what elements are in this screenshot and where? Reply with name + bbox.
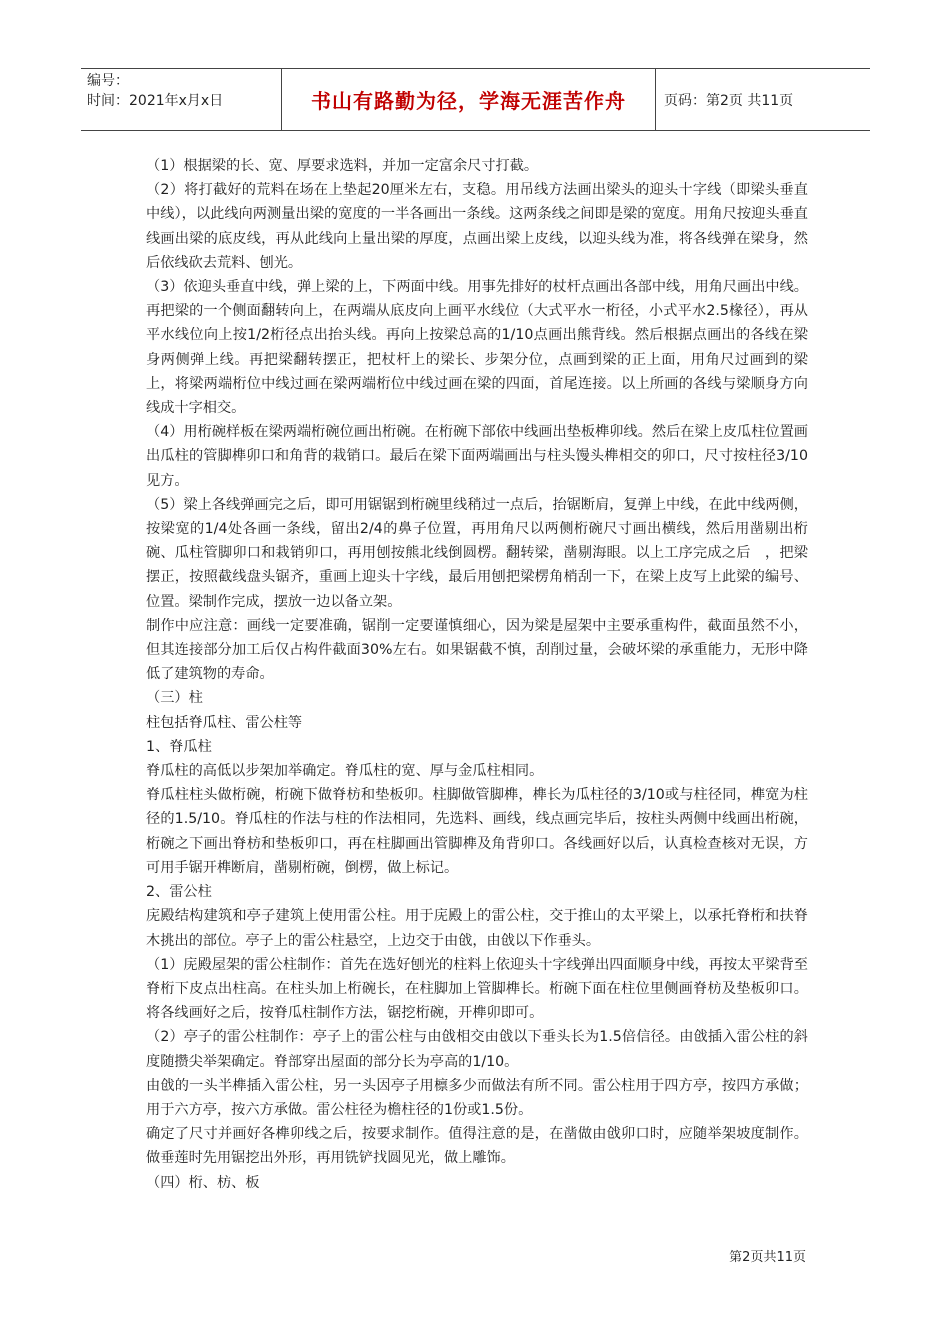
paragraph: 确定了尺寸并画好各榫卯线之后，按要求制作。值得注意的是，在凿做由戗卯口时，应随举架坡度制作。做垂莲时先用锯挖出外形，再用铣铲找圆见光，做上雕饰。 [146, 1126, 808, 1167]
header-page-number: 页码：第2页 共11页 [664, 92, 794, 109]
paragraph: （3）依迎头垂直中线，弹上梁的上，下两面中线。用事先排好的杖杆点画出各部中线，用角尺画出中线。再把梁的一个侧面翻转向上，在两端从底皮向上画平水线位（大式平水一桁径，小式平水2.5椽径），再从平水线位向上按1/2桁径点出抬头线。再向上按梁总高的1/10点画出熊背线。然后根据点画出的各线在梁身两侧弹上线。再把梁翻转摆正，把杖杆上的梁长、步架分位，点画到梁的正上面，用角尺过画到的梁上，将梁两端桁位中线过画在梁两端桁位中线过画在梁的四面，首尾连接。以上所画的各线与梁顺身方向线成十字相交。 [146, 279, 808, 417]
document-body [146, 154, 808, 1195]
subsection-heading: 2、雷公柱 [146, 884, 212, 901]
section-heading: （三）柱 [146, 690, 203, 707]
paragraph: （4）用桁碗样板在梁两端桁碗位画出桁碗。在桁碗下部依中线画出垫板榫卯线。然后在梁上皮瓜柱位置画出瓜柱的管脚榫卯口和角背的栽销口。最后在梁下面两端画出与柱头馒头榫相交的卯口，尺寸按柱径3/10见方。 [146, 424, 808, 489]
page-header [81, 68, 870, 131]
paragraph: 庑殿结构建筑和亭子建筑上使用雷公柱。用于庑殿上的雷公柱，交于推山的太平梁上，以承托脊桁和扶脊木挑出的部位。亭子上的雷公柱悬空，上边交于由戗，由戗以下作垂头。 [146, 908, 808, 949]
header-meta-cell [81, 69, 282, 130]
page-footer: 第2页共11页 [729, 1250, 806, 1265]
paragraph: （2）亭子的雷公柱制作：亭子上的雷公柱与由戗相交由戗以下垂头长为1.5倍信径。由戗插入雷公柱的斜度随攒尖举架确定。脊部穿出屋面的部分长为亭高的1/10。 [146, 1029, 808, 1070]
paragraph: 脊瓜柱柱头做桁碗，桁碗下做脊枋和垫板卯。柱脚做管脚榫，榫长为瓜柱径的3/10或与柱径同，榫宽为柱径的1.5/10。脊瓜柱的作法与柱的作法相同，先选料、画线，线点画完毕后，按柱头两侧中线画出桁碗，桁碗之下画出脊枋和垫板卯口，再在柱脚画出管脚榫及角背卯口。各线画好以后，认真检查核对无误，方可用手锯开榫断肩，凿剔桁碗，倒楞，做上标记。 [146, 787, 808, 876]
section-heading: （四）桁、枋、板 [146, 1174, 260, 1191]
document-date-label: 时间：2021年x月x日 [87, 93, 224, 109]
paragraph: （2）将打截好的荒料在场在上垫起20厘米左右，支稳。用吊线方法画出梁头的迎头十字线（即梁头垂直中线），以此线向两测量出梁的宽度的一半各画出一条线。这两条线之间即是梁的宽度。用角尺按迎头垂直线画出梁的底皮线，再从此线向上量出梁的厚度，点画出梁上皮线，以迎头线为准，将各线弹在梁身，然后依线砍去荒料、刨光。 [146, 182, 808, 271]
subsection-heading: 1、脊瓜柱 [146, 738, 212, 755]
paragraph: 柱包括脊瓜柱、雷公柱等 [146, 714, 303, 731]
paragraph: 制作中应注意：画线一定要准确，锯削一定要谨慎细心，因为梁是屋架中主要承重构件，截面虽然不小，但其连接部分加工后仅占构件截面30%左右。如果锯截不慎，刮削过量，会破坏梁的承重能力，无形中降低了建筑物的寿命。 [146, 617, 808, 683]
paragraph: （1）根据梁的长、宽、厚要求选料，并加一定富余尺寸打截。 [146, 158, 539, 174]
paragraph: （1）庑殿屋架的雷公柱制作：首先在选好刨光的柱料上依迎头十字线弹出四面顺身中线，再按太平梁背至脊桁下皮点出柱高。在柱头加上桁碗长，在柱脚加上管脚榫长。桁碗下面在柱位里侧画脊枋及垫板卯口。将各线画好之后，按脊瓜柱制作方法，锯挖桁碗，开榫卯即可。 [146, 956, 808, 1022]
document-number-label: 编号： [87, 73, 129, 89]
paragraph: 由戗的一头半榫插入雷公柱，另一头因亭子用檩多少而做法有所不同。雷公柱用于四方亭，按四方承做；用于六方亭，按六方承做。雷公柱径为檐柱径的1份或1.5份。 [146, 1077, 808, 1118]
paragraph: 脊瓜柱的高低以步架加举确定。脊瓜柱的宽、厚与金瓜柱相同。 [146, 763, 544, 780]
header-motto: 书山有路勤为径，学海无涯苦作舟 [282, 69, 656, 130]
paragraph: （5）梁上各线弹画完之后，即可用锯锯到桁碗里线稍过一点后，抬锯断肩，复弹上中线，在此中线两侧，按梁宽的1/4处各画一条线，留出2/4的鼻子位置，再用角尺以两侧桁碗尺寸画出横线，然后用凿剔出桁碗、瓜柱管脚卯口和栽销卯口，再用刨按熊北线倒圆楞。翻转梁，凿剔海眼。以上工序完成之后 ，把梁摆正，按照截线盘头锯齐，重画上迎头十字线，最后用刨把梁楞角梢刮一下，在梁上皮写上此梁的编号、位置。梁制作完成，摆放一边以备立架。 [146, 496, 808, 610]
